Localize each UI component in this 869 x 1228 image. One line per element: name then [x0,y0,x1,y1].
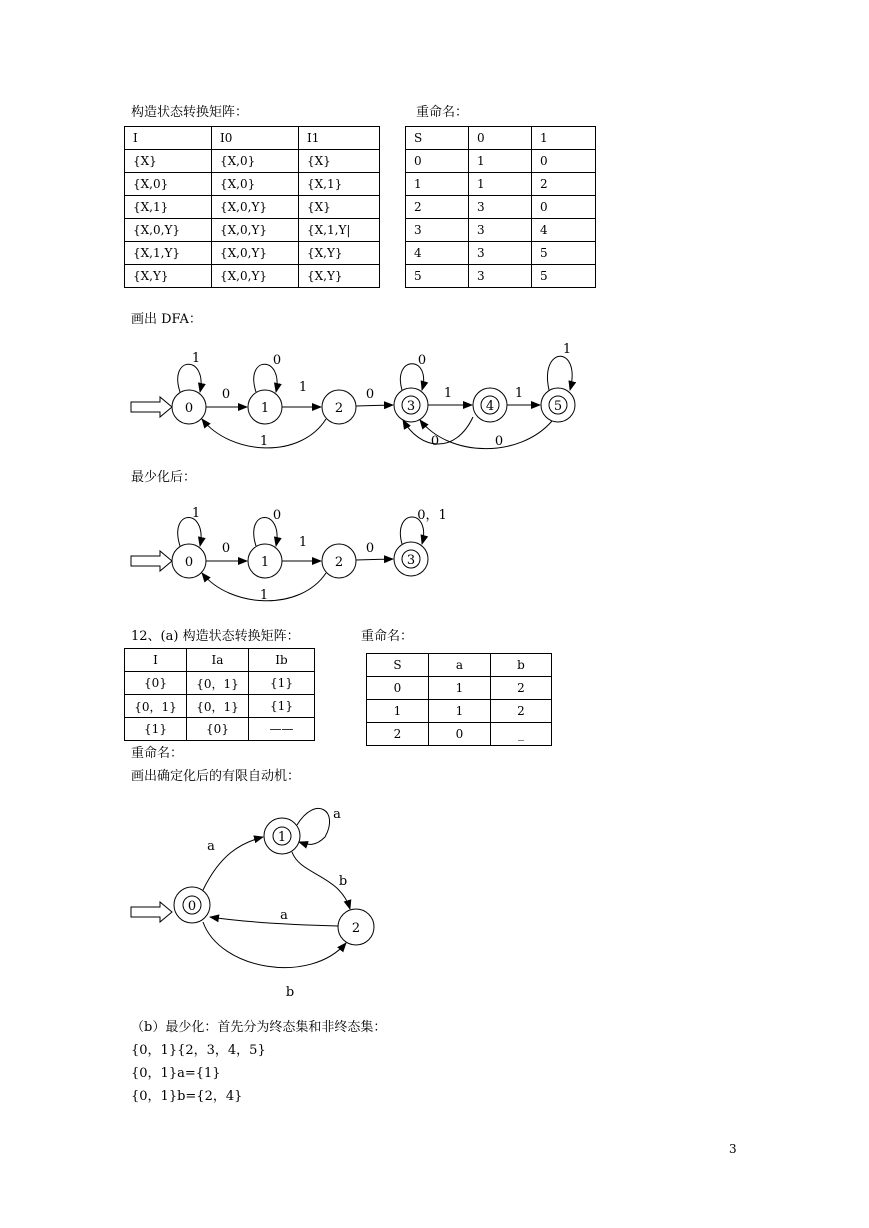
table-cell: {1} [125,718,187,741]
header-cell: I [125,649,187,672]
state-label: 5 [553,399,563,414]
state-0-final [174,887,210,923]
table-cell: {1} [249,672,315,695]
table-cell: 5 [532,265,596,288]
table-cell: 2 [491,677,552,700]
table-header-row [125,649,315,672]
state-1 [248,544,282,578]
partition-line-2: {0，1}a={1} [131,1066,221,1081]
state-2 [322,544,356,578]
table-cell: {X} [125,150,212,173]
automaton-diagram [0,795,869,1005]
state-label: 3 [406,553,416,568]
table-cell: 1 [469,173,532,196]
start-arrow [131,397,172,417]
table-header-row [125,127,380,150]
matrix-title: 构造状态转换矩阵： [131,105,249,120]
table-row [125,242,380,265]
table-cell: {X,Y} [299,242,380,265]
draw-dfa-label: 画出 DFA： [131,312,202,327]
edge-label: 0 [221,387,231,402]
header-cell: Ib [249,649,315,672]
table-cell: 4 [532,219,596,242]
draw-automaton-label: 画出确定化后的有限自动机： [131,769,301,784]
edge-label: 1 [514,386,524,401]
edge-label: a [333,807,341,822]
table-cell: 3 [469,196,532,219]
header-cell: I0 [212,127,299,150]
table-header-row [367,654,552,677]
state-3-final [394,388,428,422]
page-number: 3 [729,1142,737,1156]
table-cell: {X} [299,150,380,173]
state-label: 1 [260,401,270,416]
state-0 [172,390,206,424]
edge-1-1 [297,808,330,844]
edge-label: 1 [259,588,269,603]
rename-table [405,126,596,288]
edge-label: 1 [443,386,453,401]
edge-label: 0 [272,508,282,523]
state-label: 2 [351,921,361,936]
state-1 [248,390,282,424]
state-2 [322,390,356,424]
edge-label: 0 [430,434,440,449]
table-cell: 3 [469,219,532,242]
table-cell: 3 [406,219,469,242]
table-cell: {X,0} [212,173,299,196]
rename-title: 重命名： [416,105,469,120]
table-cell: 1 [406,173,469,196]
header-cell: I1 [299,127,380,150]
table-cell: {X} [299,196,380,219]
edge-0-0 [178,364,201,392]
section-12a-heading: 12、(a) 构造状态转换矩阵： [131,629,300,644]
table-row [367,723,552,746]
edge-label: 1 [298,535,308,550]
table-row [125,219,380,242]
table-cell: _ [491,723,552,746]
table-row [406,242,596,265]
state-label: 0 [187,899,197,914]
edge-label: 1 [562,342,572,357]
header-cell: S [406,127,469,150]
state-transition-matrix [124,126,380,288]
rename-title-2: 重命名： [361,629,414,644]
state-label: 0 [184,401,194,416]
rename-note: 重命名： [131,746,184,761]
edge-2-3 [356,405,393,406]
edge-label: 0 [365,387,375,402]
edge-2-0 [210,917,338,926]
table-row [125,196,380,219]
edge-label: a [280,908,288,923]
start-arrow [131,902,172,922]
edge-label: b [338,874,348,889]
edge-label: a [207,839,215,854]
state-label: 3 [406,399,416,414]
state-2 [338,909,374,945]
table-header-row [406,127,596,150]
table-cell: 5 [406,265,469,288]
edge-label: 0 [221,541,231,556]
table-row [367,700,552,723]
section-b-heading: （b）最少化：首先分为终态集和非终态集： [131,1020,387,1035]
state-5-final [541,388,575,422]
table-cell: 5 [532,242,596,265]
table-cell: {X,0,Y} [212,219,299,242]
partition-line-1: {0，1}{2，3，4，5} [131,1043,266,1058]
table-row [406,196,596,219]
table-cell: 0 [406,150,469,173]
edge-1-1 [254,364,277,392]
table-row [406,173,596,196]
table-cell: —— [249,718,315,741]
partition-line-3: {0，1}b={2，4} [131,1089,243,1104]
table-cell: {0，1} [187,695,249,718]
table-cell: {0，1} [125,695,187,718]
table-cell: 3 [469,265,532,288]
table-row [125,265,380,288]
table-row [125,672,315,695]
table-cell: {X,1} [299,173,380,196]
start-arrow [131,551,172,571]
header-cell: 1 [532,127,596,150]
table-cell: {X,0,Y} [212,265,299,288]
edge-label: 0 [494,434,504,449]
header-cell: I [125,127,212,150]
table-cell: {X,1,Y| [299,219,380,242]
table-cell: {0，1} [187,672,249,695]
table-cell: 1 [429,677,491,700]
table-row [406,150,596,173]
edge-label: 1 [191,351,201,366]
edge-label: 1 [191,506,201,521]
table-cell: 0 [429,723,491,746]
table-cell: 1 [367,700,429,723]
table-row [125,150,380,173]
table-cell: {X,0,Y} [212,242,299,265]
table-cell: 2 [367,723,429,746]
table-cell: {1} [249,695,315,718]
state-label: 4 [485,399,495,414]
table-row [367,677,552,700]
edge-label: 1 [259,434,269,449]
table-cell: 3 [469,242,532,265]
state-0 [172,544,206,578]
table-cell: 2 [406,196,469,219]
table-cell: 2 [532,173,596,196]
table-cell: {X,Y} [299,265,380,288]
state-label: 1 [277,830,287,845]
edge-2-3 [356,559,393,560]
table-row [406,265,596,288]
table-cell: {X,Y} [125,265,212,288]
state-transition-matrix-2 [124,648,315,741]
header-cell: S [367,654,429,677]
edge-0-0 [178,518,201,547]
minimized-dfa-diagram [0,500,869,610]
table-cell: {0} [187,718,249,741]
table-cell: {X,1,Y} [125,242,212,265]
table-cell: {X,0,Y} [212,196,299,219]
table-cell: 4 [406,242,469,265]
table-cell: 0 [532,150,596,173]
state-label: 1 [260,555,270,570]
edge-label: 0 [417,353,427,368]
table-cell: {X,0} [212,150,299,173]
header-cell: Ia [187,649,249,672]
header-cell: b [491,654,552,677]
table-cell: 1 [429,700,491,723]
edge-5-5 [547,356,572,390]
table-row [125,695,315,718]
edge-label: b [285,985,295,1000]
edge-label: 0 [272,353,282,368]
table-cell: 0 [532,196,596,219]
state-label: 2 [334,555,344,570]
state-label: 0 [184,555,194,570]
minimized-label: 最少化后： [131,470,197,485]
state-label: 2 [334,401,344,416]
header-cell: a [429,654,491,677]
table-cell: 1 [469,150,532,173]
table-row [125,173,380,196]
table-cell: {X,1} [125,196,212,219]
table-row [406,219,596,242]
rename-table-2 [366,653,552,746]
table-row [125,718,315,741]
edge-label: 0 [365,541,375,556]
table-cell: {0} [125,672,187,695]
header-cell: 0 [469,127,532,150]
table-cell: {X,0,Y} [125,219,212,242]
edge-0-2 [203,922,346,968]
edge-label: 0，1 [417,508,447,523]
table-cell: 2 [491,700,552,723]
state-3-final [394,542,428,576]
table-cell: {X,0} [125,173,212,196]
table-cell: 0 [367,677,429,700]
state-4-final [473,388,507,422]
edge-label: 1 [298,380,308,395]
dfa-diagram [0,340,869,465]
state-1-final [264,818,300,854]
